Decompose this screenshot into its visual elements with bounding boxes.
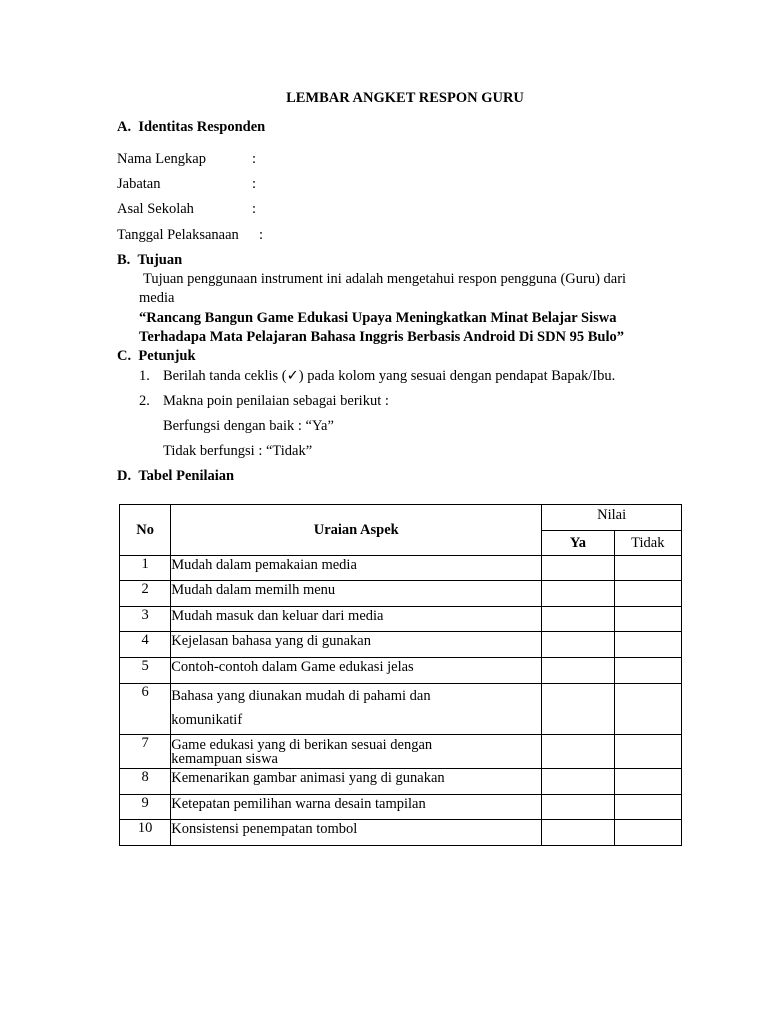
cell-tidak[interactable] <box>614 632 681 658</box>
cell-ya[interactable] <box>542 769 614 795</box>
table-row <box>120 820 682 846</box>
petunjuk-item1-text-b: ) pada kolom yang sesuai dengan pendapat Bapak/Ibu. <box>298 368 616 384</box>
cell-tidak[interactable] <box>614 735 681 769</box>
tujuan-text-line1: Tujuan penggunaan instrument ini adalah mengetahui respon pengguna (Guru) dari <box>143 271 627 287</box>
cell-tidak[interactable] <box>614 607 681 632</box>
petunjuk-sub2: Tidak berfungsi : “Tidak” <box>163 443 313 459</box>
table-row <box>120 658 682 684</box>
cell-tidak[interactable] <box>614 769 681 795</box>
cell-ya[interactable] <box>542 581 614 607</box>
row-number: 5 <box>120 658 171 684</box>
tujuan-text-line2: media <box>139 290 175 306</box>
table-row <box>120 795 682 820</box>
row-number: 3 <box>120 607 171 632</box>
field-label-asal-sekolah: Asal Sekolah <box>117 201 194 217</box>
section-a-heading: A. Identitas Responden <box>117 119 266 135</box>
field-label-nama: Nama Lengkap <box>117 151 206 167</box>
field-label-jabatan: Jabatan <box>117 176 161 192</box>
table-row <box>120 632 682 658</box>
row-aspect: Kemenarikan gambar animasi yang di gunakan <box>171 769 542 795</box>
table-header-nilai: Nilai <box>542 505 682 531</box>
field-colon-jabatan: : <box>252 176 257 192</box>
row-number: 8 <box>120 769 171 795</box>
row-aspect <box>171 684 542 735</box>
cell-tidak[interactable] <box>614 556 681 581</box>
petunjuk-item1-text-a: Berilah tanda ceklis ( <box>163 368 287 384</box>
row-aspect: Mudah dalam memilh menu <box>171 581 542 607</box>
row-number: 10 <box>120 820 171 846</box>
row-number: 7 <box>120 735 171 769</box>
row-aspect: Mudah masuk dan keluar dari media <box>171 607 542 632</box>
table-row <box>120 684 682 735</box>
row-aspect-line1: Game edukasi yang di berikan sesuai dengan <box>171 737 433 753</box>
row-number: 6 <box>120 684 171 735</box>
table-row <box>120 556 682 581</box>
table-header-aspect: Uraian Aspek <box>171 505 542 556</box>
row-aspect: Mudah dalam pemakaian media <box>171 556 542 581</box>
table-row <box>120 581 682 607</box>
petunjuk-sub1: Berfungsi dengan baik : “Ya” <box>163 418 334 434</box>
row-aspect: Ketepatan pemilihan warna desain tampilan <box>171 795 542 820</box>
row-number: 4 <box>120 632 171 658</box>
petunjuk-item2-number: 2. <box>139 393 150 409</box>
tujuan-quote-line1: “Rancang Bangun Game Edukasi Upaya Meningkatkan Minat Belajar Siswa <box>139 310 617 326</box>
page-title: LEMBAR ANGKET RESPON GURU <box>286 90 524 106</box>
petunjuk-item1 <box>163 368 615 385</box>
assessment-table <box>119 504 682 846</box>
row-number: 2 <box>120 581 171 607</box>
row-aspect-line2: kemampuan siswa <box>171 751 278 767</box>
cell-tidak[interactable] <box>614 684 681 735</box>
table-row <box>120 769 682 795</box>
row-aspect: Konsistensi penempatan tombol <box>171 820 542 846</box>
check-mark-icon: ✓ <box>286 368 299 384</box>
cell-tidak[interactable] <box>614 795 681 820</box>
cell-ya[interactable] <box>542 556 614 581</box>
cell-tidak[interactable] <box>614 658 681 684</box>
row-number: 9 <box>120 795 171 820</box>
cell-ya[interactable] <box>542 684 614 735</box>
table-row <box>120 735 682 769</box>
field-label-tanggal: Tanggal Pelaksanaan <box>117 227 239 243</box>
cell-ya[interactable] <box>542 735 614 769</box>
row-number: 1 <box>120 556 171 581</box>
field-colon-nama: : <box>252 151 257 167</box>
cell-ya[interactable] <box>542 795 614 820</box>
row-aspect-line1: Bahasa yang diunakan mudah di pahami dan <box>171 688 431 704</box>
cell-ya[interactable] <box>542 607 614 632</box>
field-colon-tanggal: : <box>259 227 264 243</box>
row-aspect-line2: komunikatif <box>171 712 243 728</box>
tujuan-quote-line2: Terhadapa Mata Pelajaran Bahasa Inggris Berbasis Android Di SDN 95 Bulo” <box>139 329 625 345</box>
table-header-no: No <box>120 505 171 556</box>
petunjuk-item2: Makna poin penilaian sebagai berikut : <box>163 393 389 409</box>
row-aspect: Contoh-contoh dalam Game edukasi jelas <box>171 658 542 684</box>
section-c-heading: C. Petunjuk <box>117 348 196 364</box>
petunjuk-item1-number: 1. <box>139 368 150 384</box>
table-header-tidak: Tidak <box>614 531 681 556</box>
row-aspect: Kejelasan bahasa yang di gunakan <box>171 632 542 658</box>
cell-ya[interactable] <box>542 632 614 658</box>
cell-ya[interactable] <box>542 658 614 684</box>
row-aspect <box>171 735 542 769</box>
cell-tidak[interactable] <box>614 820 681 846</box>
section-b-heading: B. Tujuan <box>117 252 183 268</box>
field-colon-asal-sekolah: : <box>252 201 257 217</box>
section-d-heading: D. Tabel Penilaian <box>117 468 235 484</box>
cell-tidak[interactable] <box>614 581 681 607</box>
table-header-ya: Ya <box>542 531 614 556</box>
table-row <box>120 607 682 632</box>
cell-ya[interactable] <box>542 820 614 846</box>
